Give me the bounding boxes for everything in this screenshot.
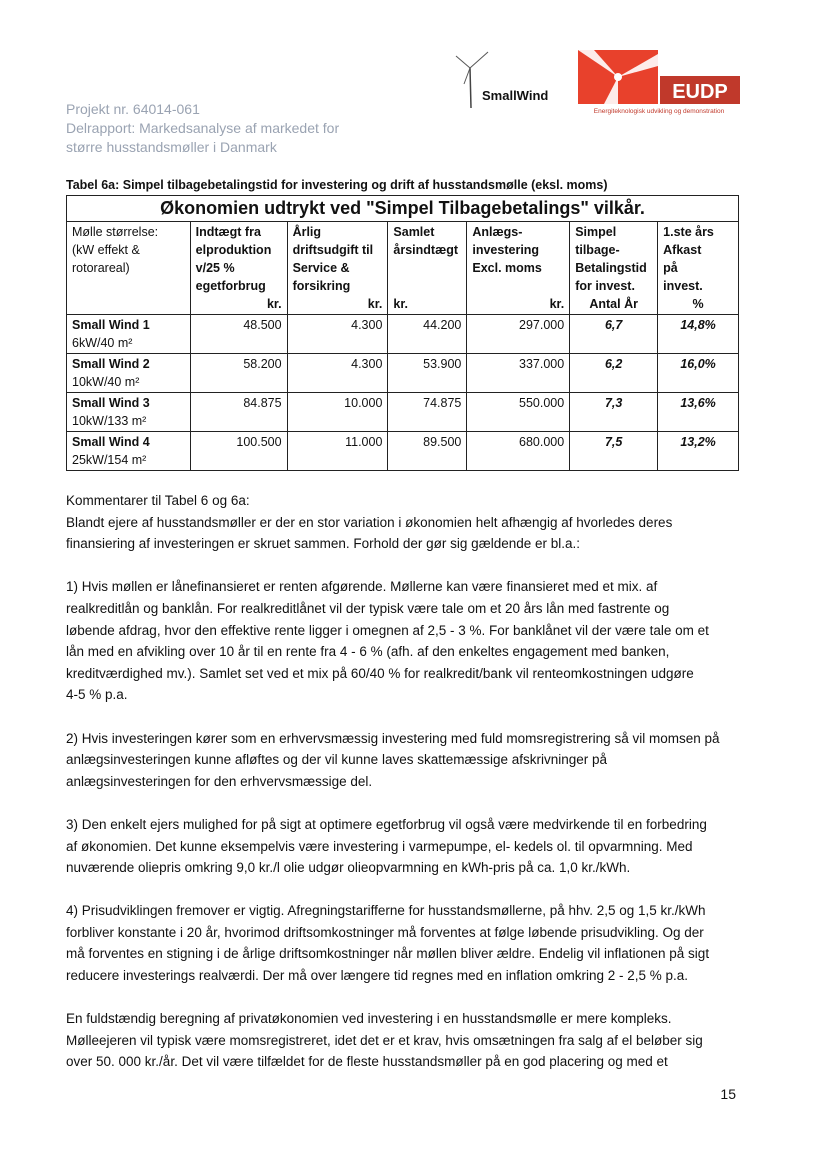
table-title: Økonomien udtrykt ved "Simpel Tilbagebetalings" vilkår.	[67, 196, 739, 222]
comments-heading: Kommentarer til Tabel 6 og 6a:	[66, 493, 250, 508]
table-header-row	[67, 222, 739, 315]
header-cell-investment: Anlægs- investering Excl. moms kr.	[467, 222, 570, 315]
header-cell-total: Samlet årsindtægt kr.	[388, 222, 467, 315]
table-title-row	[67, 196, 739, 222]
header-cell-cost: Årlig driftsudgift til Service & forsikring kr.	[287, 222, 388, 315]
body-text: Kommentarer til Tabel 6 og 6a: Blandt ejere af husstandsmøller er der en stor variation i økonomien helt afhængig af hvorledes deres finansiering af investeringen er skruet sammen. Forhold der gør sig gældende er bl.a.: 1) Hvis møllen er lånefinansieret er renten afgørende. Møllerne kan være finansieret med et mix. af realkreditlån og banklån. For realkreditlånet vil der typisk være tale om et 20 års lån med fastrente og løbende afdrag, hvor den effektive rente ligger i omegnen af 2,5 - 3 %. For banklånet vil der være tale om et lån med en afvikling over 10 år til en rente fra 4 - 6 % (afh. af den enkeltes engagement med banken, kreditværdighed mv.). Samlet set ved et mix på 60/40 % for realkredit/bank vil renteomkostningen udgøre 4-5 % p.a. 2) Hvis investeringen kører som en erhvervsmæssig investering med fuld momsregistrering så vil momsen på anlægsinvesteringen kunne afløftes og der vil kunne laves skattemæssige afskrivninger på anlægsinvesteringen for den erhvervsmæssige del. 3) Den enkelt ejers mulighed for på sigt at optimere egetforbrug vil også være medvirkende til en forbedring af økonomien. Det kunne eksempelvis være investering i varmepumpe, el- kedels ol. til opvarmning. Med nuværende oliepris omkring 9,0 kr./l olie udgør olieopvarmning en kWh-pris på ca. 1,0 kr./kWh. 4) Prisudviklingen fremover er vigtig. Afregningstarifferne for husstandsmøllerne, på hhv. 2,5 og 1,5 kr./kWh forbliver konstante i 20 år, hvorimod driftsomkostninger må forventes at følge løbende prisudvikling. Og der må forventes en stigning i de årlige driftsomkostninger når møllen bliver ældre. Endelig vil inflationen på sigt reducere investerings realværdi. Der må over længere tid regnes med en inflation omkring 2 - 2,5 % p.a. En fuldstændig beregning af privatøkonomien ved investering i en husstandsmølle er mere kompleks. Mølleejeren vil typisk være momsregistreret, idet det er et krav, hvis omsætningen fra salg af el beløber sig over 50. 000 kr./år. Det vil være tilfældet for de fleste husstandsmøller på en god placering og med et	[66, 490, 738, 1073]
table-row: Small Wind 1 6kW/40 m² 48.500 4.300 44.200 297.000 6,7 14,8%	[67, 315, 739, 354]
table-caption: Tabel 6a: Simpel tilbagebetalingstid for investering og drift af husstandsmølle (eksl. moms)	[66, 178, 608, 192]
smallwind-logo-text: SmallWind	[482, 88, 549, 103]
economics-table	[66, 195, 739, 471]
eudp-tagline: Energiteknologisk udvikling og demonstration	[593, 108, 725, 115]
header-cell-size: Mølle størrelse: (kW effekt & rotorareal)	[67, 222, 191, 315]
report-title-line-2: større husstandsmøller i Danmark	[66, 139, 277, 155]
eudp-logo	[574, 48, 744, 120]
document-header	[66, 100, 339, 157]
header-cell-yield: 1.ste års Afkast på invest. %	[658, 222, 739, 315]
table-row: Small Wind 2 10kW/40 m² 58.200 4.300 53.900 337.000 6,2 16,0%	[67, 354, 739, 393]
page-number: 15	[720, 1086, 736, 1102]
project-number: Projekt nr. 64014-061	[66, 101, 200, 117]
report-title-line-1: Delrapport: Markedsanalyse af markedet for	[66, 120, 340, 136]
table-row: Small Wind 4 25kW/154 m² 100.500 11.000 89.500 680.000 7,5 13,2%	[67, 432, 739, 471]
smallwind-logo	[452, 50, 562, 110]
header-cell-payback: Simpel tilbage- Betalingstid for invest. Antal År	[570, 222, 658, 315]
header-cell-income: Indtægt fra elproduktion v/25 % egetforbrug kr.	[190, 222, 287, 315]
eudp-emblem-icon	[574, 48, 744, 106]
table-row: Small Wind 3 10kW/133 m² 84.875 10.000 74.875 550.000 7,3 13,6%	[67, 393, 739, 432]
eudp-logo-text: EUDP	[672, 81, 728, 103]
